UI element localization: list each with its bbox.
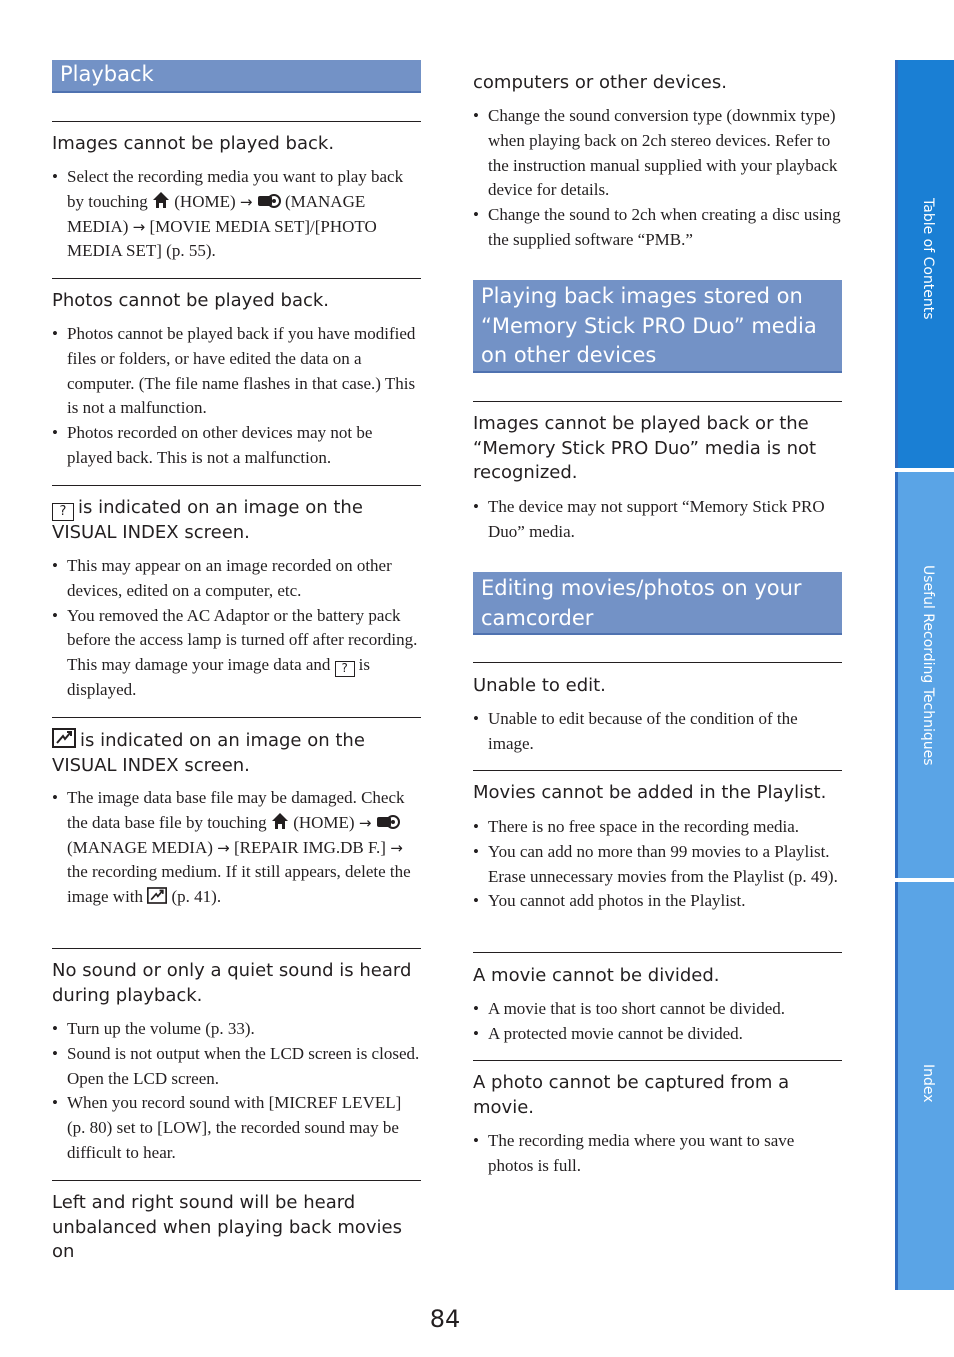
section-divider (52, 948, 421, 949)
unknown-image-icon: ? (52, 503, 74, 521)
list-item: • Sound is not output when the LCD screen is closed. Open the LCD screen. (52, 1042, 421, 1092)
section-divider (473, 770, 842, 771)
broken-image-icon (147, 887, 167, 904)
section-banner-playback (52, 60, 421, 93)
section-banner-memory-stick (473, 280, 842, 373)
section-title: A photo cannot be captured from a movie. (473, 1072, 790, 1118)
home-icon (271, 812, 289, 830)
section-title: No sound or only a quiet sound is heard during playback. (52, 960, 412, 1006)
item-list (52, 554, 421, 703)
sidebar-tab-label: Index (920, 1064, 936, 1103)
list-item: • The device may not support “Memory Stick PRO Duo” media. (473, 495, 842, 545)
arrow-right-icon: → (217, 838, 230, 857)
list-item: • A movie that is too short cannot be divided. (473, 997, 842, 1022)
list-item: • The image data base file may be damaged. Check the data base file by touching (HOME) → (MANAGE MEDIA) → [REPAIR IMG.DB F.] → the recording medium. If it still appears, delete the image with (p. 41). (52, 786, 421, 910)
list-item: • The recording media where you want to save photos is full. (473, 1129, 842, 1179)
banner-label: Playing back images stored on “Memory Stick PRO Duo” media on other devices (481, 284, 817, 367)
manage-media-icon (376, 814, 400, 830)
item-list (473, 997, 842, 1047)
section-title-continued: computers or other devices. (473, 72, 727, 93)
list-item: • Change the sound to 2ch when creating a disc using the supplied software “PMB.” (473, 203, 842, 253)
list-item: • Unable to edit because of the condition of the image. (473, 707, 842, 757)
section-title: Images cannot be played back. (52, 133, 335, 154)
list-item: • Photos cannot be played back if you have modified files or folders, or have edited the data on a computer. (The file name flashes in that case.) This is not a malfunction. (52, 322, 421, 421)
section-title: is indicated on an image on the VISUAL INDEX screen. (52, 730, 365, 776)
list-item: • You removed the AC Adaptor or the battery pack before the access lamp is turned off after recording. This may damage your image data and ? is displayed. (52, 604, 421, 703)
item-list (52, 322, 421, 471)
section-banner-editing (473, 572, 842, 635)
list-item: • Select the recording media you want to play back by touching (HOME) → (MANAGE MEDIA) → [MOVIE MEDIA SET]/[PHOTO MEDIA SET] (p. 55). (52, 165, 421, 264)
page-number: 84 (429, 1305, 461, 1333)
section-divider (52, 1180, 421, 1181)
section-divider (52, 717, 421, 718)
list-item: • You can add no more than 99 movies to a Playlist. Erase unnecessary movies from the Playlist (p. 49). (473, 840, 842, 890)
item-list (473, 815, 842, 914)
item-list (473, 707, 842, 757)
sidebar-tab-table-of-contents[interactable] (895, 60, 954, 468)
arrow-right-icon: → (132, 217, 146, 236)
list-item: • You cannot add photos in the Playlist. (473, 889, 842, 914)
item-list (52, 1017, 421, 1166)
arrow-right-icon: → (390, 838, 403, 857)
manage-media-icon (257, 193, 281, 209)
list-item: • There is no free space in the recording media. (473, 815, 842, 840)
sidebar-tab-useful-recording-techniques[interactable] (895, 472, 954, 878)
list-item: • When you record sound with [MICREF LEVEL] (p. 80) set to [LOW], the recorded sound may be difficult to hear. (52, 1091, 421, 1165)
arrow-right-icon: → (239, 192, 253, 211)
item-list (473, 1129, 842, 1179)
list-item: • Turn up the volume (p. 33). (52, 1017, 421, 1042)
broken-image-icon (52, 728, 76, 748)
section-divider (473, 401, 842, 402)
section-divider (52, 485, 421, 486)
sidebar-tab-label: Table of Contents (920, 198, 936, 320)
item-list (52, 165, 421, 264)
banner-label: Editing movies/photos on your camcorder (481, 576, 802, 630)
item-list (473, 104, 842, 253)
section-title: ? is indicated on an image on the VISUAL INDEX screen. (52, 497, 363, 543)
item-list (473, 495, 842, 545)
arrow-right-icon: → (358, 813, 372, 832)
section-divider (473, 1060, 842, 1061)
unknown-image-icon: ? (335, 661, 355, 677)
sidebar-tab-index[interactable] (895, 882, 954, 1290)
sidebar-nav (895, 60, 954, 1290)
section-divider (473, 952, 842, 953)
section-title: Images cannot be played back or the “Memory Stick PRO Duo” media is not recognized. (473, 413, 817, 483)
section-divider (473, 662, 842, 663)
sidebar-tab-label: Useful Recording Techniques (920, 565, 936, 766)
section-divider (52, 278, 421, 279)
section-divider (52, 121, 421, 122)
section-title: Left and right sound will be heard unbalanced when playing back movies on (52, 1192, 402, 1262)
section-title: Photos cannot be played back. (52, 290, 330, 311)
section-title: A movie cannot be divided. (473, 965, 720, 986)
home-icon (152, 191, 170, 209)
section-title: Movies cannot be added in the Playlist. (473, 782, 827, 803)
list-item: • Photos recorded on other devices may not be played back. This is not a malfunction. (52, 421, 421, 471)
list-item: • A protected movie cannot be divided. (473, 1022, 842, 1047)
list-item: • Change the sound conversion type (downmix type) when playing back on 2ch stereo devices. Refer to the instruction manual supplied with your playback device for details. (473, 104, 842, 203)
item-list (52, 786, 421, 910)
section-title: Unable to edit. (473, 675, 606, 696)
banner-label: Playback (60, 62, 154, 86)
list-item: • This may appear on an image recorded on other devices, edited on a computer, etc. (52, 554, 421, 604)
